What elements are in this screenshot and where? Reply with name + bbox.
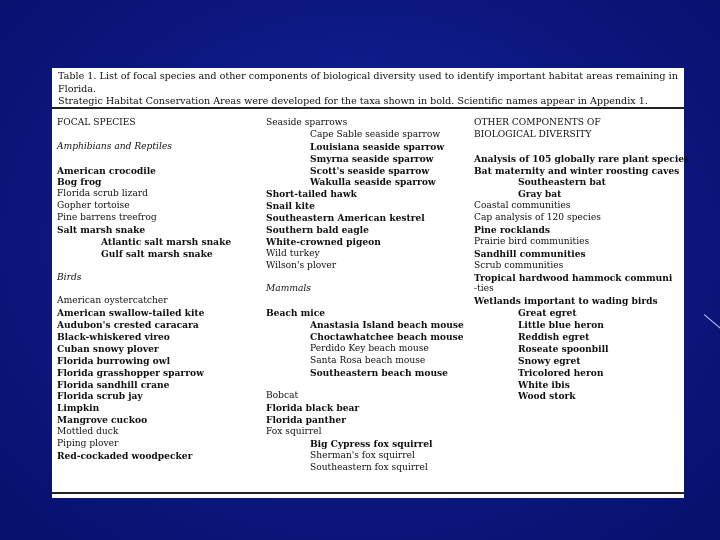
table-entry: White ibis [518,379,570,391]
table-entry: Wilson's plover [266,260,337,271]
table-entry: Perdido Key beach mouse [310,343,429,354]
table-entry: American swallow-tailed kite [57,308,205,320]
table-entry: Great egret [518,308,577,320]
table-entry: Cuban snowy plover [57,343,159,355]
table-entry: Prairie bird communities [474,236,590,247]
table-entry: Choctawhatchee beach mouse [310,332,464,344]
table-entry: Audubon's crested caracara [57,320,199,332]
table-entry: Roseate spoonbill [518,343,609,355]
table-image [52,68,690,498]
focal-species-continued-column [266,118,471,475]
table-entry: Red-cockaded woodpecker [57,450,193,462]
table-entry: OTHER COMPONENTS OF [474,118,601,128]
other-components-column [474,118,690,403]
table-entry: Snail kite [266,201,315,213]
table-entry: Gray bat [518,189,562,201]
table-entry: Florida scrub jay [57,391,143,403]
table-entry: Anastasia Island beach mouse [310,320,464,332]
table-entry: American crocodile [57,165,156,177]
table-entry: Tropical hardwood hammock communi [474,272,673,284]
section-heading: Birds [57,272,82,283]
table-entry: Pine rocklands [474,225,550,237]
table-entry: Piping plover [57,439,119,450]
table-entry: Pine barrens treefrog [57,213,157,224]
row-spacer [57,284,262,296]
table-entry: FOCAL SPECIES [57,118,136,128]
table-entry: Bat maternity and winter roosting caves [474,165,680,177]
table-entry: Snowy egret [518,355,581,367]
table-entry: Coastal communities [474,201,571,212]
table-entry: Mottled duck [57,427,119,438]
table-entry: Cape Sable seaside sparrow [310,129,441,140]
table-entry: Southeastern beach mouse [310,367,448,379]
table-entry: Southeastern bat [518,177,606,189]
table-caption: Table 1. List of focal species and other components of biological diversity used to identify important habitat areas remaining in Florida. Strategic Habitat Conservation Areas were developed for the taxa shown in bold. Scientific names appear in Appendix 1. [58,71,678,107]
table-entry: Seaside sparrows [266,118,348,128]
table-entry: Salt marsh snake [57,225,146,237]
table-entry: Santa Rosa beach mouse [310,355,426,366]
table-entry: Short-tailed hawk [266,189,357,201]
table-entry: American oystercatcher [57,296,168,307]
focal-species-column [57,118,262,463]
row-spacer [266,273,471,285]
table-entry: Florida scrub lizard [57,189,148,200]
row-spacer [266,296,471,308]
table-entry: Little blue heron [518,320,604,332]
table-entry: Beach mice [266,308,326,320]
table-entry: Smyrna seaside sparrow [310,153,434,165]
table-entry: Black-whiskered vireo [57,332,170,344]
table-entry: Gopher tortoise [57,201,130,212]
table-entry: Wetlands important to wading birds [474,296,658,308]
table-entry: Cap analysis of 120 species [474,213,601,224]
table-entry: Reddish egret [518,332,590,344]
table-entry: White-crowned pigeon [266,236,381,248]
table-entry: Atlantic salt marsh snake [101,236,232,248]
table-entry: -ties [474,284,494,295]
table-entry: Bog frog [57,177,102,189]
table-entry: Florida burrowing owl [57,355,171,367]
table-entry: Analysis of 105 globally rare plant species [474,153,690,165]
table-entry: Southeastern fox squirrel [310,462,428,473]
decorative-slash-line [704,314,720,334]
table-entry: BIOLOGICAL DIVERSITY [474,129,592,140]
table-entry: Wood stork [518,391,576,403]
table-entry: Florida grasshopper sparrow [57,367,204,379]
table-entry: Florida sandhill crane [57,379,170,391]
table-entry: Sherman's fox squirrel [310,450,415,461]
table-top-rule [52,107,684,109]
table-entry: Limpkin [57,403,100,415]
table-entry: Mangrove cuckoo [57,415,148,427]
row-spacer [57,130,262,142]
table-entry: Louisiana seaside sparrow [310,141,445,153]
table-entry: Bobcat [266,391,299,402]
table-entry: Scott's seaside sparrow [310,165,430,177]
table-entry: Florida panther [266,415,346,427]
table-entry: Fox squirrel [266,427,322,438]
table-entry: Southeastern American kestrel [266,213,425,225]
table-entry: Tricolored heron [518,367,604,379]
section-heading: Mammals [266,284,311,295]
table-entry: Florida black bear [266,403,360,415]
table-entry: Wild turkey [266,248,320,259]
table-entry: Southern bald eagle [266,225,369,237]
table-bottom-rule [52,492,684,494]
section-heading: Amphibians and Reptiles [57,141,172,152]
table-entry: Wakulla seaside sparrow [310,177,436,189]
table-entry: Scrub communities [474,260,564,271]
row-spacer [57,261,262,273]
table-entry: Big Cypress fox squirrel [310,439,433,451]
table-entry: Gulf salt marsh snake [101,248,213,260]
row-spacer [266,380,471,392]
row-spacer [57,154,262,166]
row-spacer [474,142,682,154]
table-entry: Sandhill communities [474,248,586,260]
